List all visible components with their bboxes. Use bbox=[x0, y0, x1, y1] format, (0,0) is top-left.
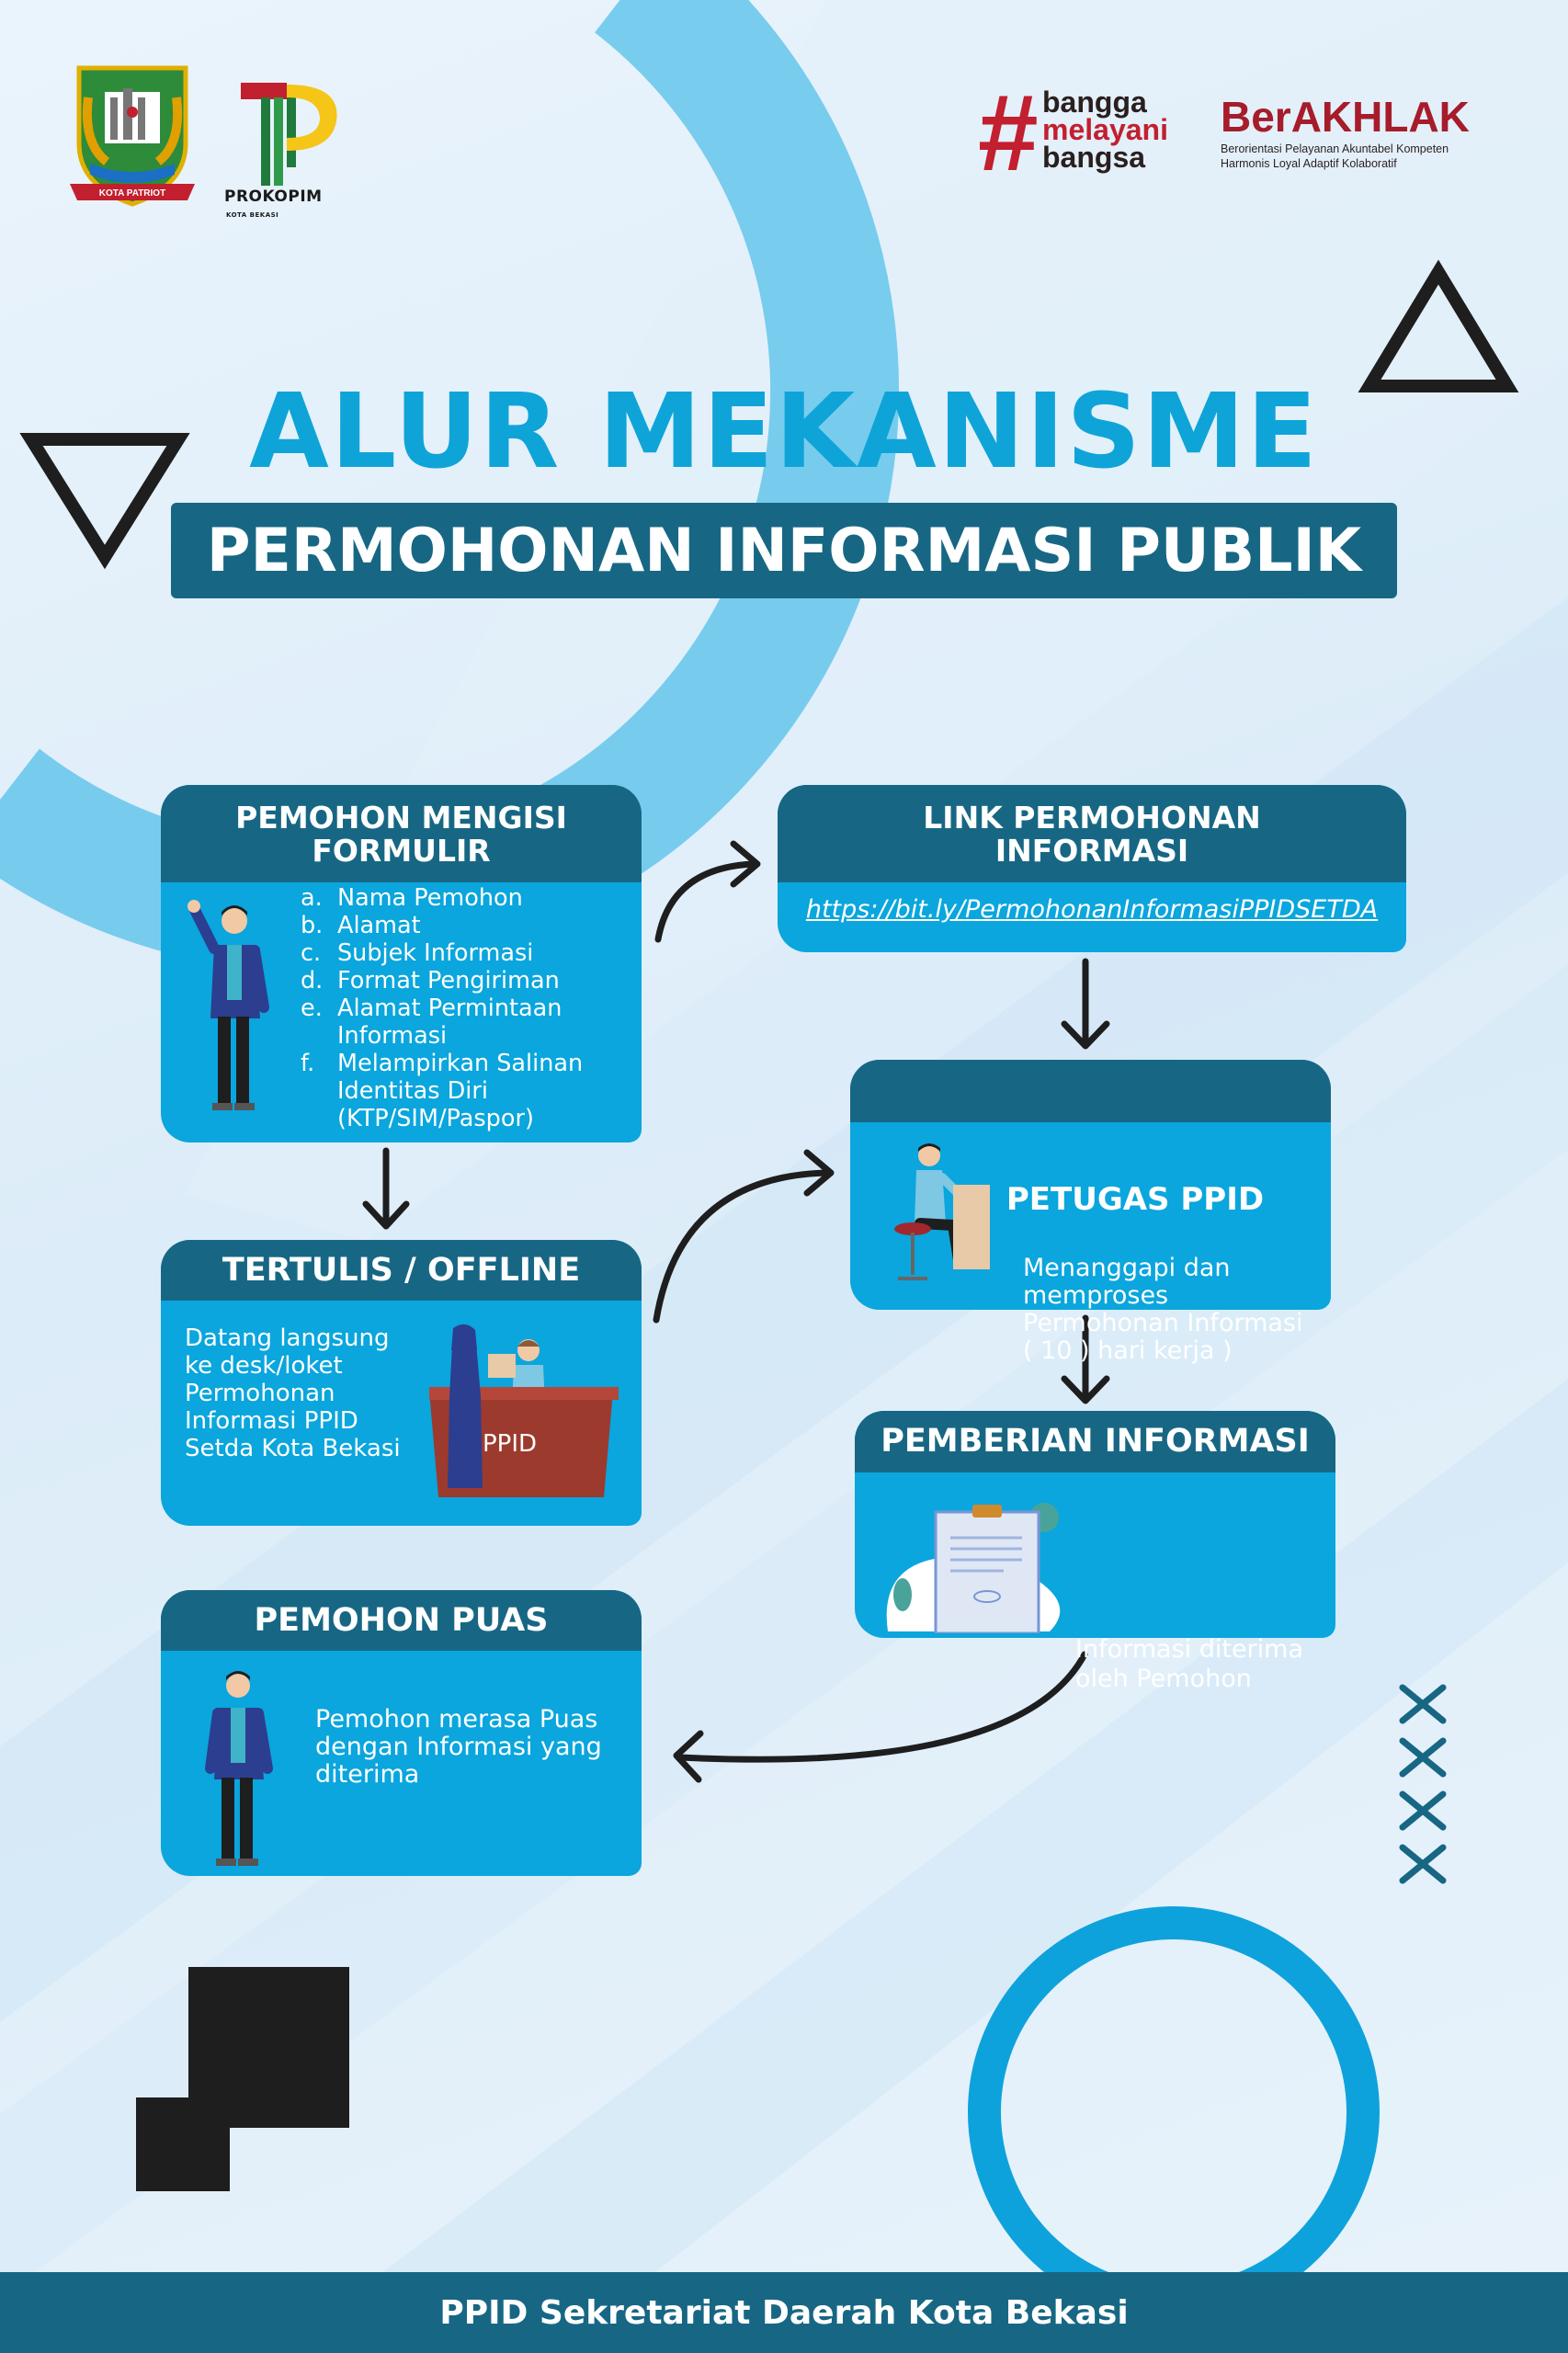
step-title: PEMBERIAN INFORMASI bbox=[855, 1411, 1335, 1472]
footer-text: PPID Sekretariat Daerah Kota Bekasi bbox=[439, 2293, 1129, 2332]
step-tertulis-offline bbox=[161, 1240, 642, 1526]
prokopim-sub-label: KOTA BEKASI bbox=[226, 211, 279, 219]
permohonan-link[interactable]: https://bit.ly/PermohonanInformasiPPIDSETDA bbox=[805, 895, 1379, 924]
step-title-line-1: LINK PERMOHONAN bbox=[923, 800, 1261, 835]
step-description: Pemohon merasa Puas dengan Informasi yang diterima bbox=[315, 1705, 602, 1789]
list-marker: a. bbox=[301, 884, 323, 912]
happy-person-icon bbox=[198, 1665, 280, 1870]
step-pemohon-mengisi-formulir bbox=[161, 785, 642, 1142]
svg-text:KOTA PATRIOT: KOTA PATRIOT bbox=[98, 188, 166, 199]
list-marker: d. bbox=[301, 967, 324, 995]
step-description: Informasi diterima oleh Pemohon bbox=[1075, 1635, 1304, 1693]
ppid-service-desk-icon bbox=[429, 1323, 622, 1506]
step-link-permohonan-informasi bbox=[778, 785, 1406, 952]
list-text: Format Pengiriman bbox=[337, 967, 560, 995]
list-text: Alamat bbox=[337, 912, 421, 939]
page-subtitle: PERMOHONAN INFORMASI PUBLIK bbox=[206, 516, 1362, 585]
step-title-line-2: FORMULIR bbox=[312, 833, 491, 869]
list-text: Melampirkan Salinan Identitas Diri (KTP/SIM/Paspor) bbox=[337, 1050, 584, 1132]
step-title: PETUGAS PPID bbox=[1006, 1181, 1265, 1218]
step-title: PEMOHON PUAS bbox=[161, 1590, 642, 1651]
arrow-pemberian-to-puas bbox=[680, 1654, 1085, 1759]
step-title-line-2: INFORMASI bbox=[994, 833, 1189, 869]
clipboard-document-icon bbox=[884, 1494, 1077, 1633]
list-text: Nama Pemohon bbox=[337, 884, 523, 912]
step-description: Menanggapi dan memproses Permohonan Informasi ( 10 ) hari kerja ) bbox=[1023, 1254, 1303, 1365]
footer-bar bbox=[0, 2272, 1568, 2353]
list-marker: b. bbox=[301, 912, 324, 939]
list-marker: e. bbox=[301, 995, 323, 1022]
berakhlak-sub-2: Harmonis Loyal Adaptif Kolaboratif bbox=[1221, 157, 1397, 170]
list-item bbox=[301, 912, 631, 939]
step-petugas-ppid bbox=[850, 1060, 1331, 1365]
list-item bbox=[301, 967, 631, 995]
step-title-line-1: PEMOHON MENGISI bbox=[235, 800, 567, 835]
step-title: TERTULIS / OFFLINE bbox=[161, 1240, 642, 1301]
bangga-line-2: melayani bbox=[1042, 113, 1168, 146]
formulir-field-list bbox=[301, 884, 631, 1132]
list-marker: c. bbox=[301, 939, 322, 967]
berakhlak-sub-1: Berorientasi Pelayanan Akuntabel Kompeten bbox=[1221, 142, 1449, 155]
arrow-offline-to-petugas bbox=[656, 1173, 827, 1320]
list-text: Alamat Permintaan Informasi bbox=[337, 995, 562, 1050]
step-pemberian-informasi bbox=[855, 1411, 1335, 1693]
list-marker: f. bbox=[301, 1050, 315, 1077]
page-title: ALUR MEKANISME bbox=[249, 372, 1319, 492]
list-item bbox=[301, 1050, 631, 1132]
bangga-line-1: bangga bbox=[1042, 85, 1147, 119]
bangga-line-3: bangsa bbox=[1042, 141, 1146, 174]
list-item bbox=[301, 884, 631, 912]
desk-label: PPID bbox=[483, 1430, 538, 1458]
step-description: Datang langsung ke desk/loket Permohonan Informasi PPID Setda Kota Bekasi bbox=[185, 1324, 401, 1462]
list-item bbox=[301, 995, 631, 1050]
step-pemohon-puas bbox=[161, 1590, 642, 1876]
list-item bbox=[301, 939, 631, 967]
person-waving-icon bbox=[185, 899, 277, 1116]
berakhlak-title: BerAKHLAK bbox=[1221, 93, 1470, 141]
hashtag-icon: # bbox=[978, 73, 1039, 194]
prokopim-label: PROKOPIM bbox=[224, 188, 323, 206]
list-text: Subjek Informasi bbox=[337, 939, 534, 967]
